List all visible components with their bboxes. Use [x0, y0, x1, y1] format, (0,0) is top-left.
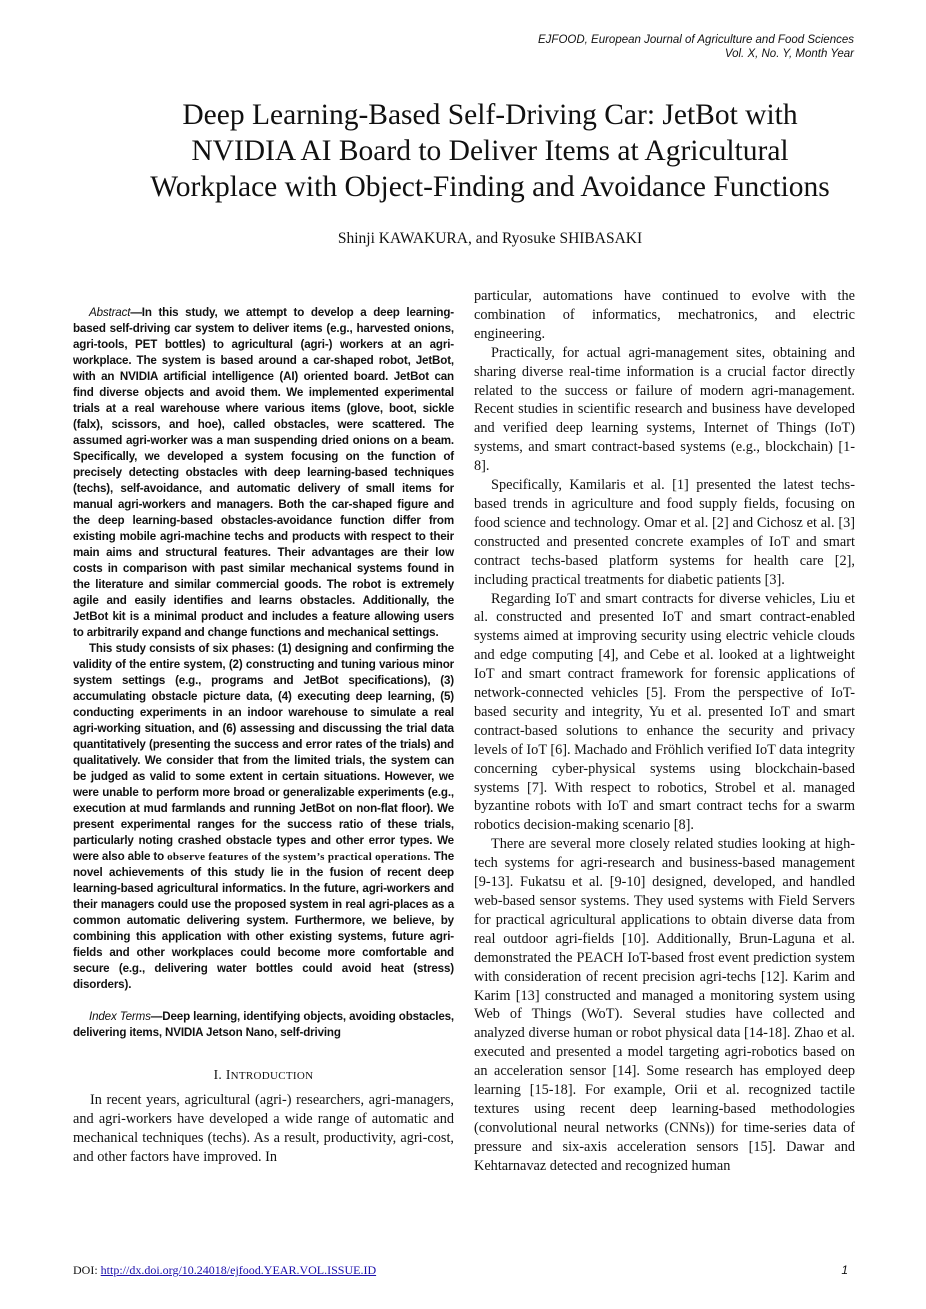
title-line-1: Deep Learning-Based Self-Driving Car: JetBot with [182, 99, 798, 131]
journal-name: EJFOOD, European Journal of Agriculture and Food Sciences [538, 34, 854, 46]
journal-header [538, 33, 854, 61]
abstract-paragraph-2 [73, 641, 454, 993]
section-first-letter: I [225, 1067, 231, 1082]
abstract-paragraph-1 [73, 305, 454, 641]
section-number: I. [213, 1067, 223, 1082]
doi-link[interactable]: http://dx.doi.org/10.24018/ejfood.YEAR.VOL.ISSUE.ID [100, 1263, 377, 1277]
intro-paragraph-1: In recent years, agricultural (agri-) researchers, agri-managers, and agri-workers have developed a wide range of automatic and mechanical techniques (techs). As a result, productivity, agri-cost, and other factors have improved. In [73, 1092, 454, 1165]
intro-paragraph-2: Practically, for actual agri-management sites, obtaining and sharing diverse real-time information is a crucial factor directly related to the success or failure of modern agri-management. Recent studies in scientific research and business have developed and verified deep learning systems, Internet of Things (IoT) systems, and smart contract-based systems (e.g., blockchain) [1-8]. [474, 344, 855, 475]
section-heading-introduction [73, 1067, 454, 1083]
intro-paragraph-4: Regarding IoT and smart contracts for diverse vehicles, Liu et al. constructed and presented IoT and smart contract-enabled systems aimed at improving security using electric vehicle clouds and edge computing [4], and Cebe et al. looked at a lightweight IoT and smart contract framework for forensic applications of network-connected vehicles [5]. From the perspective of IoT-based security and integrity, Yu et al. presented IoT and smart contract-based solutions to enhance the security and privacy levels of IoT [6]. Machado and Fröhlich verified IoT data integrity concerning cyber-physical systems using blockchain-based systems [7]. With respect to robotics, Strobel et al. managed byzantine robots with IoT and smart contract techs for a swarm robotics decision-making scenario [8]. [474, 590, 856, 834]
doi-label: DOI: [73, 1263, 101, 1277]
left-column [73, 305, 454, 1167]
page-number: 1 [841, 1263, 848, 1277]
index-terms-dash: — [150, 1010, 163, 1023]
abstract-text-2c: The novel achievements of this study lie in the fusion of recent deep learning-based agricultural informatics. In the future, agri-workers and their managers could use the proposed system in real agri-places as a common automatic delivering system. Furthermore, we believe, by combining this application with other existing systems, future agri-fields and other workplaces could become more comfortable and secure (e.g., delivering water bottles could avoid heat (stress) disorders). [73, 850, 454, 991]
intro-paragraph-3: Specifically, Kamilaris et al. [1] presented the latest techs-based trends in agriculture and food supply fields, focusing on food science and technology. Omar et al. [2] and Cichosz et al. [3] constructed and presented concrete examples of IoT and smart contract techs-based platform systems for health care [2], including practical treatments for diabetic patients [3]. [474, 477, 855, 588]
index-terms-label: Index Terms [89, 1010, 151, 1023]
abstract-text-2b: observe features of the system’s practical operations. [167, 851, 431, 863]
abstract-label: Abstract [89, 306, 131, 319]
journal-volume: Vol. X, No. Y, Month Year [724, 48, 854, 60]
authors: Shinji KAWAKURA, and Ryosuke SHIBASAKI [337, 230, 643, 247]
title-line-2: NVIDIA AI Board to Deliver Items at Agricultural [191, 135, 789, 167]
paper-title [80, 97, 900, 205]
index-terms [73, 1009, 454, 1041]
abstract-text-1: In this study, we attempt to develop a deep learning-based self-driving car system to deliver items (e.g., harvested onions, agri-tools, PET bottles) to agricultural (agri-) workers at an agri-workplace. The system is based around a car-shaped robot, JetBot, with an NVIDIA artificial intelligence (AI) oriented board. JetBot can find diverse objects and avoid them. We implemented experimental trials at a real warehouse where various items (glove, boot, sickle (falx), scissors, and hoe), called obstacles, were scattered. The assumed agri-worker was a man suspending dried onions on a beam. Specifically, we developed a system focusing on the function of precisely detecting obstacles with deep learning-based techniques (techs), self-avoidance, and automatic delivery of small items for manual agri-workers and managers. Both the car-shaped figure and the deep learning-based obstacles-avoidance function differ from existing mobile agri-machine techs and products with respect to their main aims and structural features. Their advantages are their low costs in comparison with past similar mechanical systems found in the literature and similar commercial goods. The robot is extremely agile and easily identifies and learns obstacles. Additionally, the JetBot kit is a minimal product and includes a feature allowing users to arbitrarily expand and change functions and mechanical settings. [73, 306, 454, 639]
abstract-text-2a: This study consists of six phases: (1) designing and confirming the validity of the entire system, (2) constructing and tuning various minor system settings (e.g., programs and JetBot specifications), (3) accumulating obstacle picture data, (4) executing deep learning, (5) conducting experiments in an indoor warehouse to simulate a real agri-working situation, and (6) assessing and discussing the trial data quantitatively (presenting the success and error rates of the trials) and qualitatively. We consider that from the limited trials, the system can be judged as valid to some extent in certain situations. However, we were unable to perform more broad or generalizable experiments (e.g., execution at mud farmlands and running JetBot on non-flat floor). We present experimental ranges for the success ratio of these trials, particularly noting crashed obstacle types and other error types. We were also able to [73, 642, 454, 863]
intro-paragraph-5: There are several more closely related studies looking at high-tech systems for agri-research and business-based management [9-13]. Fukatsu et al. [9-10] designed, developed, and handled web-based sensor systems. They used systems with Field Servers for practical agricultural applications to obtain diverse data from real outdoor agri-fields [10]. Additionally, Brun-Laguna et al. demonstrated the PEACH IoT-based frost event prediction system with consideration of recent precision agri-techs [12]. Karim and Karim [13] constructed and managed a monitoring system using Web of Things (WoT). Several studies have collected and analyzed diverse human or robot physical data [14-18]. Zhao et al. executed and presented a model targeting agri-robotics based on an acceleration sensor [14]. Some research has employed deep learning [15-18]. For example, Orii et al. recognized tactile textures using recent deep learning-based methodologies (convolutional neural networks (CNNs)) for time-series data of pressure and six-axis acceleration sensors [15]. Dawar and Kehtarnavaz detected and recognized human [474, 836, 855, 1174]
intro-paragraph-continued: particular, automations have continued to evolve with the combination of informatics, mechatronics, and electric engineering. [474, 288, 855, 342]
right-column [474, 287, 855, 1176]
abstract-dash: — [130, 306, 142, 319]
section-title-rest: NTRODUCTION [230, 1070, 314, 1082]
doi-footer [73, 1263, 376, 1278]
title-line-3: Workplace with Object-Finding and Avoidance Functions [150, 171, 830, 203]
index-terms-text: Deep learning, identifying objects, avoiding obstacles, delivering items, NVIDIA Jetson Nano, self-driving [73, 1010, 454, 1039]
